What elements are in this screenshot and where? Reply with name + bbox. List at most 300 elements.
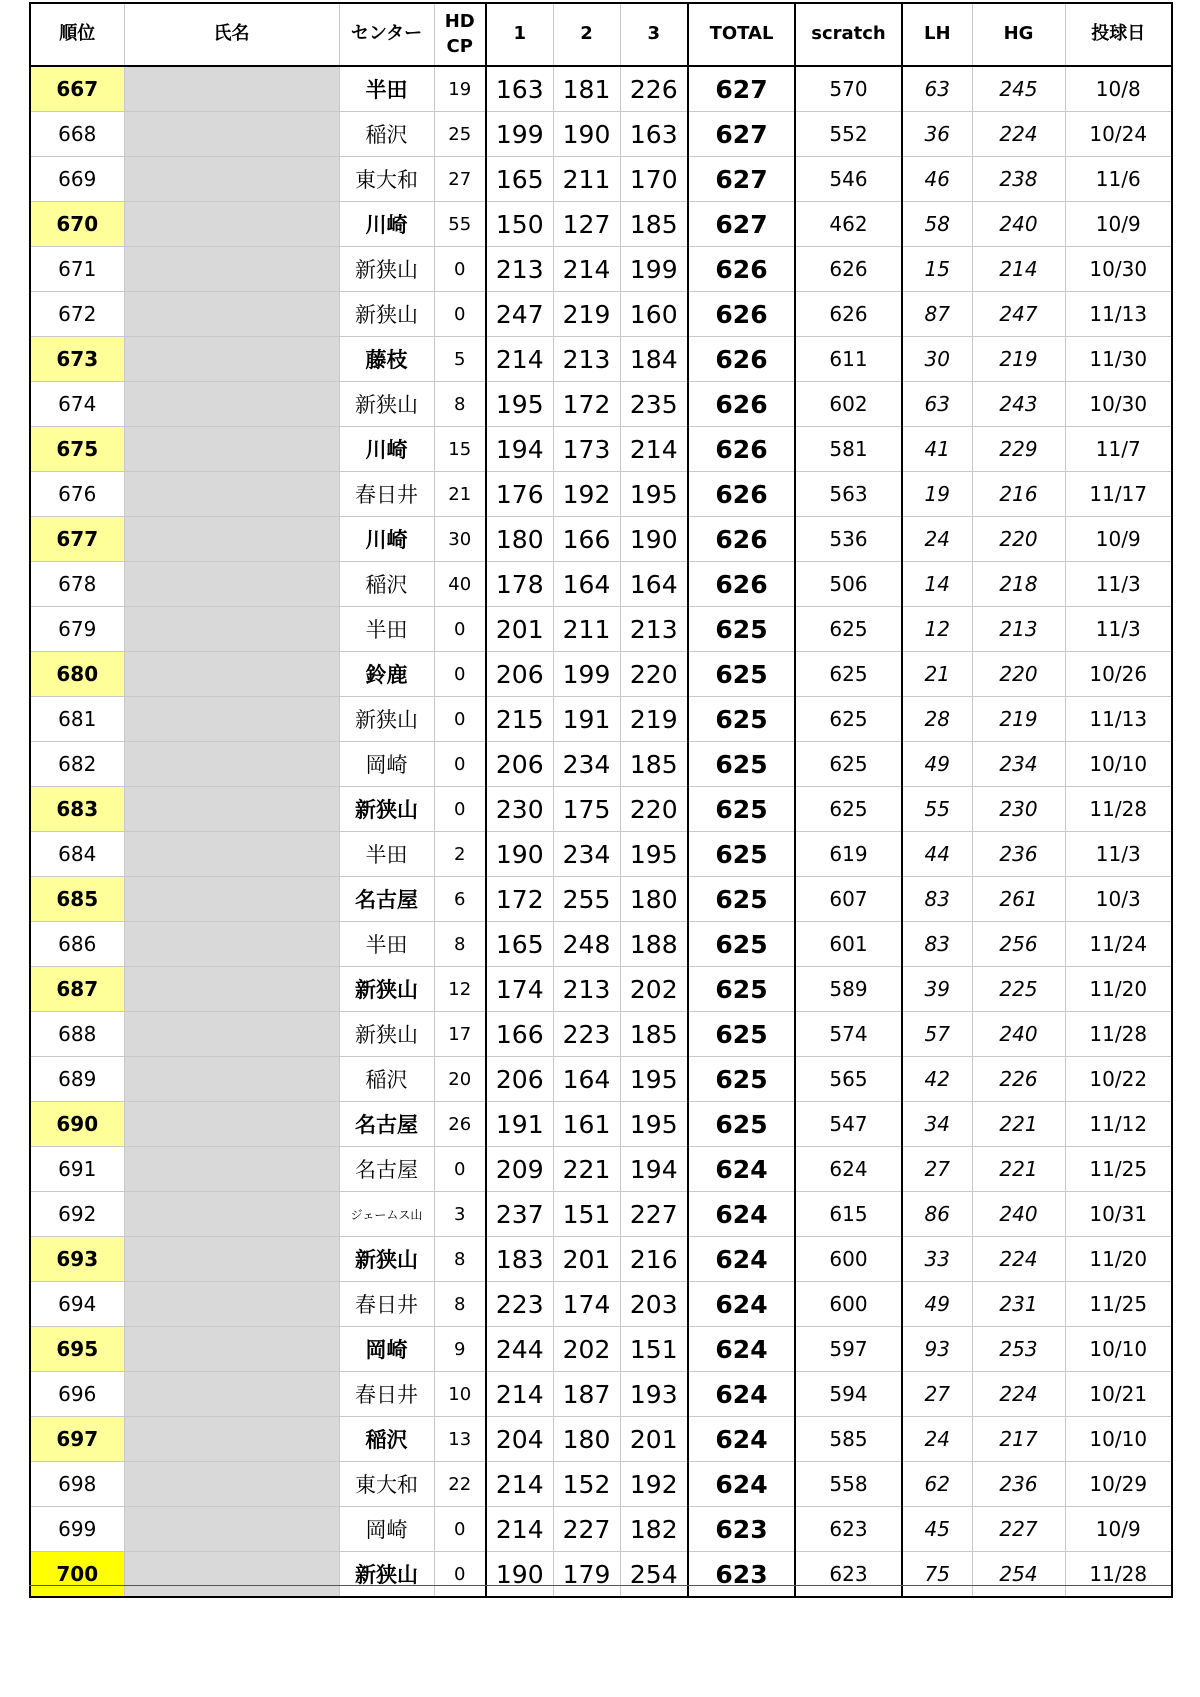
game-2-cell: 211 bbox=[553, 607, 620, 652]
name-cell bbox=[124, 1372, 339, 1417]
name-cell bbox=[124, 832, 339, 877]
game-1-cell: 201 bbox=[486, 607, 553, 652]
table-row bbox=[30, 517, 1172, 562]
game-2-cell: 190 bbox=[553, 112, 620, 157]
hdcp-cell: 30 bbox=[434, 517, 486, 562]
name-cell bbox=[124, 472, 339, 517]
total-cell: 624 bbox=[688, 1282, 795, 1327]
total-cell: 625 bbox=[688, 922, 795, 967]
name-cell bbox=[124, 337, 339, 382]
hg-cell: 216 bbox=[972, 472, 1065, 517]
hdcp-cell: 22 bbox=[434, 1462, 486, 1507]
lh-cell: 27 bbox=[902, 1372, 972, 1417]
date-cell: 11/28 bbox=[1065, 787, 1172, 832]
table-row bbox=[30, 832, 1172, 877]
game-2-cell: 179 bbox=[553, 1552, 620, 1598]
hdcp-cell: 15 bbox=[434, 427, 486, 472]
hg-cell: 247 bbox=[972, 292, 1065, 337]
game-3-cell: 184 bbox=[620, 337, 688, 382]
rank-cell: 687 bbox=[30, 967, 124, 1012]
hdcp-cell: 26 bbox=[434, 1102, 486, 1147]
table-row bbox=[30, 112, 1172, 157]
game-3-cell: 192 bbox=[620, 1462, 688, 1507]
total-cell: 625 bbox=[688, 607, 795, 652]
date-cell: 10/10 bbox=[1065, 1417, 1172, 1462]
name-cell bbox=[124, 112, 339, 157]
ranking-sheet bbox=[29, 2, 1171, 1598]
center-cell: 新狭山 bbox=[339, 292, 434, 337]
rank-cell: 672 bbox=[30, 292, 124, 337]
hdcp-cell: 21 bbox=[434, 472, 486, 517]
table-row bbox=[30, 427, 1172, 472]
lh-cell: 87 bbox=[902, 292, 972, 337]
game-1-cell: 191 bbox=[486, 1102, 553, 1147]
table-row bbox=[30, 1282, 1172, 1327]
hdcp-cell: 19 bbox=[434, 66, 486, 112]
table-row bbox=[30, 922, 1172, 967]
game-1-cell: 194 bbox=[486, 427, 553, 472]
game-1-cell: 214 bbox=[486, 1372, 553, 1417]
center-cell: 新狭山 bbox=[339, 697, 434, 742]
game-1-cell: 174 bbox=[486, 967, 553, 1012]
scratch-cell: 565 bbox=[795, 1057, 902, 1102]
game-1-cell: 206 bbox=[486, 652, 553, 697]
hg-cell: 214 bbox=[972, 247, 1065, 292]
table-body bbox=[30, 66, 1172, 1597]
date-cell: 10/10 bbox=[1065, 742, 1172, 787]
name-cell bbox=[124, 742, 339, 787]
date-cell: 11/3 bbox=[1065, 607, 1172, 652]
scratch-cell: 563 bbox=[795, 472, 902, 517]
hg-cell: 240 bbox=[972, 1012, 1065, 1057]
table-row bbox=[30, 382, 1172, 427]
game-1-cell: 215 bbox=[486, 697, 553, 742]
total-cell: 624 bbox=[688, 1327, 795, 1372]
game-1-cell: 176 bbox=[486, 472, 553, 517]
center-cell: 岡崎 bbox=[339, 742, 434, 787]
rank-cell: 699 bbox=[30, 1507, 124, 1552]
hg-cell: 224 bbox=[972, 1237, 1065, 1282]
name-cell bbox=[124, 517, 339, 562]
total-cell: 627 bbox=[688, 202, 795, 247]
lh-cell: 63 bbox=[902, 66, 972, 112]
scratch-cell: 623 bbox=[795, 1507, 902, 1552]
game-1-cell: 206 bbox=[486, 742, 553, 787]
game-3-cell: 220 bbox=[620, 787, 688, 832]
center-cell: 半田 bbox=[339, 66, 434, 112]
name-cell bbox=[124, 66, 339, 112]
lh-cell: 14 bbox=[902, 562, 972, 607]
game-1-cell: 237 bbox=[486, 1192, 553, 1237]
rank-cell: 688 bbox=[30, 1012, 124, 1057]
hg-cell: 240 bbox=[972, 1192, 1065, 1237]
table-row bbox=[30, 1417, 1172, 1462]
center-cell: 稲沢 bbox=[339, 112, 434, 157]
scratch-cell: 624 bbox=[795, 1147, 902, 1192]
hg-cell: 230 bbox=[972, 787, 1065, 832]
game-3-cell: 202 bbox=[620, 967, 688, 1012]
game-2-cell: 151 bbox=[553, 1192, 620, 1237]
hg-cell: 225 bbox=[972, 967, 1065, 1012]
hdcp-cell: 0 bbox=[434, 742, 486, 787]
date-cell: 11/13 bbox=[1065, 697, 1172, 742]
header-total: TOTAL bbox=[688, 3, 795, 66]
game-2-cell: 175 bbox=[553, 787, 620, 832]
rank-cell: 689 bbox=[30, 1057, 124, 1102]
rank-cell: 690 bbox=[30, 1102, 124, 1147]
center-cell: 川崎 bbox=[339, 427, 434, 472]
center-cell: 稲沢 bbox=[339, 1057, 434, 1102]
game-2-cell: 161 bbox=[553, 1102, 620, 1147]
game-3-cell: 185 bbox=[620, 1012, 688, 1057]
hdcp-cell: 8 bbox=[434, 922, 486, 967]
center-cell: 名古屋 bbox=[339, 1147, 434, 1192]
date-cell: 11/3 bbox=[1065, 832, 1172, 877]
total-cell: 625 bbox=[688, 877, 795, 922]
rank-cell: 695 bbox=[30, 1327, 124, 1372]
game-1-cell: 214 bbox=[486, 1462, 553, 1507]
center-cell: 東大和 bbox=[339, 1462, 434, 1507]
center-cell: 新狭山 bbox=[339, 967, 434, 1012]
hg-cell: 256 bbox=[972, 922, 1065, 967]
lh-cell: 24 bbox=[902, 1417, 972, 1462]
game-2-cell: 164 bbox=[553, 562, 620, 607]
rank-cell: 671 bbox=[30, 247, 124, 292]
hg-cell: 231 bbox=[972, 1282, 1065, 1327]
rank-cell: 684 bbox=[30, 832, 124, 877]
game-2-cell: 174 bbox=[553, 1282, 620, 1327]
lh-cell: 41 bbox=[902, 427, 972, 472]
name-cell bbox=[124, 562, 339, 607]
center-cell: 半田 bbox=[339, 607, 434, 652]
center-cell: 春日井 bbox=[339, 1372, 434, 1417]
date-cell: 11/20 bbox=[1065, 1237, 1172, 1282]
scratch-cell: 558 bbox=[795, 1462, 902, 1507]
lh-cell: 63 bbox=[902, 382, 972, 427]
game-1-cell: 180 bbox=[486, 517, 553, 562]
total-cell: 625 bbox=[688, 697, 795, 742]
total-cell: 627 bbox=[688, 157, 795, 202]
table-row bbox=[30, 66, 1172, 112]
date-cell: 11/28 bbox=[1065, 1012, 1172, 1057]
game-3-cell: 220 bbox=[620, 652, 688, 697]
hdcp-cell: 8 bbox=[434, 382, 486, 427]
table-row bbox=[30, 1012, 1172, 1057]
hdcp-cell: 0 bbox=[434, 247, 486, 292]
date-cell: 11/12 bbox=[1065, 1102, 1172, 1147]
game-2-cell: 255 bbox=[553, 877, 620, 922]
hg-cell: 220 bbox=[972, 517, 1065, 562]
name-cell bbox=[124, 652, 339, 697]
game-2-cell: 234 bbox=[553, 742, 620, 787]
ranking-table bbox=[29, 2, 1173, 1598]
header-row bbox=[30, 3, 1172, 66]
hg-cell: 253 bbox=[972, 1327, 1065, 1372]
rank-cell: 673 bbox=[30, 337, 124, 382]
scratch-cell: 547 bbox=[795, 1102, 902, 1147]
lh-cell: 42 bbox=[902, 1057, 972, 1102]
total-cell: 623 bbox=[688, 1507, 795, 1552]
game-3-cell: 163 bbox=[620, 112, 688, 157]
scratch-cell: 615 bbox=[795, 1192, 902, 1237]
date-cell: 10/26 bbox=[1065, 652, 1172, 697]
hdcp-cell: 0 bbox=[434, 1147, 486, 1192]
scratch-cell: 625 bbox=[795, 607, 902, 652]
table-row bbox=[30, 967, 1172, 1012]
total-cell: 624 bbox=[688, 1192, 795, 1237]
name-cell bbox=[124, 292, 339, 337]
game-1-cell: 223 bbox=[486, 1282, 553, 1327]
name-cell bbox=[124, 1237, 339, 1282]
rank-cell: 685 bbox=[30, 877, 124, 922]
rank-cell: 677 bbox=[30, 517, 124, 562]
total-cell: 625 bbox=[688, 1057, 795, 1102]
total-cell: 624 bbox=[688, 1237, 795, 1282]
name-cell bbox=[124, 607, 339, 652]
scratch-cell: 462 bbox=[795, 202, 902, 247]
name-cell bbox=[124, 1147, 339, 1192]
rank-cell: 691 bbox=[30, 1147, 124, 1192]
table-row bbox=[30, 1372, 1172, 1417]
total-cell: 626 bbox=[688, 292, 795, 337]
scratch-cell: 594 bbox=[795, 1372, 902, 1417]
total-cell: 626 bbox=[688, 427, 795, 472]
rank-cell: 697 bbox=[30, 1417, 124, 1462]
date-cell: 10/30 bbox=[1065, 382, 1172, 427]
hdcp-cell: 6 bbox=[434, 877, 486, 922]
header-hg: HG bbox=[972, 3, 1065, 66]
date-cell: 10/31 bbox=[1065, 1192, 1172, 1237]
game-3-cell: 235 bbox=[620, 382, 688, 427]
lh-cell: 86 bbox=[902, 1192, 972, 1237]
date-cell: 10/30 bbox=[1065, 247, 1172, 292]
game-3-cell: 213 bbox=[620, 607, 688, 652]
game-3-cell: 160 bbox=[620, 292, 688, 337]
game-1-cell: 178 bbox=[486, 562, 553, 607]
header-lh: LH bbox=[902, 3, 972, 66]
scratch-cell: 546 bbox=[795, 157, 902, 202]
name-cell bbox=[124, 1102, 339, 1147]
table-row bbox=[30, 1102, 1172, 1147]
rank-cell: 682 bbox=[30, 742, 124, 787]
game-2-cell: 166 bbox=[553, 517, 620, 562]
scratch-cell: 626 bbox=[795, 292, 902, 337]
hg-cell: 213 bbox=[972, 607, 1065, 652]
table-row bbox=[30, 1327, 1172, 1372]
game-3-cell: 195 bbox=[620, 1057, 688, 1102]
date-cell: 11/24 bbox=[1065, 922, 1172, 967]
total-cell: 627 bbox=[688, 112, 795, 157]
game-3-cell: 182 bbox=[620, 1507, 688, 1552]
game-1-cell: 199 bbox=[486, 112, 553, 157]
header-hdcp bbox=[434, 3, 486, 66]
total-cell: 626 bbox=[688, 517, 795, 562]
rank-cell: 670 bbox=[30, 202, 124, 247]
game-1-cell: 190 bbox=[486, 832, 553, 877]
rank-cell: 678 bbox=[30, 562, 124, 607]
hdcp-cell: 40 bbox=[434, 562, 486, 607]
hdcp-cell: 27 bbox=[434, 157, 486, 202]
lh-cell: 39 bbox=[902, 967, 972, 1012]
name-cell bbox=[124, 1057, 339, 1102]
date-cell: 10/9 bbox=[1065, 202, 1172, 247]
date-cell: 10/22 bbox=[1065, 1057, 1172, 1102]
scratch-cell: 600 bbox=[795, 1237, 902, 1282]
header-game-2: 2 bbox=[553, 3, 620, 66]
game-2-cell: 214 bbox=[553, 247, 620, 292]
game-2-cell: 173 bbox=[553, 427, 620, 472]
table-row bbox=[30, 1057, 1172, 1102]
game-3-cell: 194 bbox=[620, 1147, 688, 1192]
game-2-cell: 164 bbox=[553, 1057, 620, 1102]
hdcp-cell: 0 bbox=[434, 787, 486, 832]
game-3-cell: 188 bbox=[620, 922, 688, 967]
rank-cell: 681 bbox=[30, 697, 124, 742]
game-1-cell: 172 bbox=[486, 877, 553, 922]
center-cell: 春日井 bbox=[339, 1282, 434, 1327]
date-cell: 11/25 bbox=[1065, 1147, 1172, 1192]
scratch-cell: 625 bbox=[795, 787, 902, 832]
hg-cell: 221 bbox=[972, 1102, 1065, 1147]
center-cell: 新狭山 bbox=[339, 1552, 434, 1598]
hg-cell: 229 bbox=[972, 427, 1065, 472]
game-1-cell: 163 bbox=[486, 66, 553, 112]
scratch-cell: 626 bbox=[795, 247, 902, 292]
scratch-cell: 589 bbox=[795, 967, 902, 1012]
lh-cell: 15 bbox=[902, 247, 972, 292]
rank-cell: 683 bbox=[30, 787, 124, 832]
table-row bbox=[30, 337, 1172, 382]
name-cell bbox=[124, 427, 339, 472]
total-cell: 624 bbox=[688, 1372, 795, 1417]
date-cell: 11/25 bbox=[1065, 1282, 1172, 1327]
lh-cell: 30 bbox=[902, 337, 972, 382]
game-3-cell: 185 bbox=[620, 742, 688, 787]
header-center: センター bbox=[339, 3, 434, 66]
hg-cell: 236 bbox=[972, 1462, 1065, 1507]
game-1-cell: 183 bbox=[486, 1237, 553, 1282]
center-cell: 新狭山 bbox=[339, 1012, 434, 1057]
game-3-cell: 195 bbox=[620, 472, 688, 517]
lh-cell: 21 bbox=[902, 652, 972, 697]
game-2-cell: 248 bbox=[553, 922, 620, 967]
hg-cell: 226 bbox=[972, 1057, 1065, 1102]
game-3-cell: 180 bbox=[620, 877, 688, 922]
lh-cell: 75 bbox=[902, 1552, 972, 1598]
date-cell: 11/17 bbox=[1065, 472, 1172, 517]
game-2-cell: 199 bbox=[553, 652, 620, 697]
game-3-cell: 226 bbox=[620, 66, 688, 112]
date-cell: 10/8 bbox=[1065, 66, 1172, 112]
date-cell: 11/20 bbox=[1065, 967, 1172, 1012]
hg-cell: 243 bbox=[972, 382, 1065, 427]
game-1-cell: 204 bbox=[486, 1417, 553, 1462]
rank-cell: 668 bbox=[30, 112, 124, 157]
hg-cell: 236 bbox=[972, 832, 1065, 877]
game-3-cell: 170 bbox=[620, 157, 688, 202]
game-3-cell: 216 bbox=[620, 1237, 688, 1282]
date-cell: 11/6 bbox=[1065, 157, 1172, 202]
date-cell: 11/13 bbox=[1065, 292, 1172, 337]
game-1-cell: 247 bbox=[486, 292, 553, 337]
rank-cell: 675 bbox=[30, 427, 124, 472]
date-cell: 10/21 bbox=[1065, 1372, 1172, 1417]
total-cell: 627 bbox=[688, 66, 795, 112]
header-hdcp-line1: HD bbox=[444, 11, 475, 33]
game-1-cell: 165 bbox=[486, 922, 553, 967]
center-cell: 春日井 bbox=[339, 472, 434, 517]
game-1-cell: 195 bbox=[486, 382, 553, 427]
date-cell: 10/3 bbox=[1065, 877, 1172, 922]
rank-cell: 696 bbox=[30, 1372, 124, 1417]
game-3-cell: 195 bbox=[620, 832, 688, 877]
name-cell bbox=[124, 1327, 339, 1372]
hg-cell: 238 bbox=[972, 157, 1065, 202]
table-row bbox=[30, 1552, 1172, 1598]
game-2-cell: 221 bbox=[553, 1147, 620, 1192]
lh-cell: 27 bbox=[902, 1147, 972, 1192]
game-3-cell: 227 bbox=[620, 1192, 688, 1237]
game-1-cell: 214 bbox=[486, 337, 553, 382]
header-hdcp-line2: CP bbox=[446, 35, 473, 57]
scratch-cell: 552 bbox=[795, 112, 902, 157]
lh-cell: 28 bbox=[902, 697, 972, 742]
center-cell: 新狭山 bbox=[339, 1237, 434, 1282]
total-cell: 626 bbox=[688, 472, 795, 517]
table-row bbox=[30, 202, 1172, 247]
table-row bbox=[30, 607, 1172, 652]
name-cell bbox=[124, 1192, 339, 1237]
game-1-cell: 206 bbox=[486, 1057, 553, 1102]
lh-cell: 55 bbox=[902, 787, 972, 832]
name-cell bbox=[124, 1282, 339, 1327]
lh-cell: 12 bbox=[902, 607, 972, 652]
scratch-cell: 623 bbox=[795, 1552, 902, 1598]
total-cell: 623 bbox=[688, 1552, 795, 1598]
game-3-cell: 203 bbox=[620, 1282, 688, 1327]
hdcp-cell: 0 bbox=[434, 1507, 486, 1552]
center-cell: 岡崎 bbox=[339, 1327, 434, 1372]
game-3-cell: 214 bbox=[620, 427, 688, 472]
scratch-cell: 581 bbox=[795, 427, 902, 472]
hdcp-cell: 0 bbox=[434, 697, 486, 742]
total-cell: 625 bbox=[688, 742, 795, 787]
game-3-cell: 190 bbox=[620, 517, 688, 562]
scratch-cell: 600 bbox=[795, 1282, 902, 1327]
hg-cell: 261 bbox=[972, 877, 1065, 922]
game-1-cell: 190 bbox=[486, 1552, 553, 1598]
name-cell bbox=[124, 1552, 339, 1598]
hdcp-cell: 0 bbox=[434, 1552, 486, 1598]
rank-cell: 669 bbox=[30, 157, 124, 202]
hg-cell: 224 bbox=[972, 112, 1065, 157]
game-2-cell: 213 bbox=[553, 337, 620, 382]
game-2-cell: 172 bbox=[553, 382, 620, 427]
game-1-cell: 230 bbox=[486, 787, 553, 832]
hg-cell: 220 bbox=[972, 652, 1065, 697]
game-1-cell: 213 bbox=[486, 247, 553, 292]
table-row bbox=[30, 292, 1172, 337]
date-cell: 10/29 bbox=[1065, 1462, 1172, 1507]
table-row bbox=[30, 742, 1172, 787]
lh-cell: 46 bbox=[902, 157, 972, 202]
hdcp-cell: 17 bbox=[434, 1012, 486, 1057]
game-2-cell: 223 bbox=[553, 1012, 620, 1057]
game-3-cell: 201 bbox=[620, 1417, 688, 1462]
center-cell: 藤枝 bbox=[339, 337, 434, 382]
hg-cell: 217 bbox=[972, 1417, 1065, 1462]
lh-cell: 36 bbox=[902, 112, 972, 157]
